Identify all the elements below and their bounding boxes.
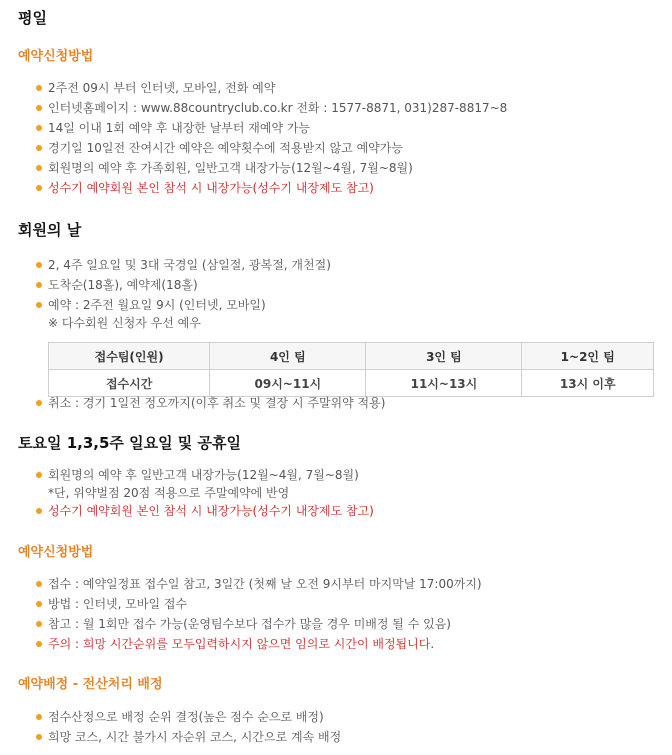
bullet-icon: [36, 601, 42, 607]
bullet-icon: [36, 105, 42, 111]
table-header: 1~2인 팀: [522, 343, 654, 370]
bullet-icon: [36, 641, 42, 647]
table-header-row: [49, 343, 654, 370]
list-item-highlight: 주의 : 희망 시간순위를 모두입력하시지 않으면 임의로 시간이 배정됩니다.: [36, 634, 482, 654]
list-item: 2, 4주 일요일 및 3대 국경일 (삼일절, 광복절, 개천절): [36, 255, 331, 275]
bullet-icon: [36, 621, 42, 627]
reception-table: [48, 342, 654, 397]
weekend-howto-list: [18, 574, 482, 654]
bullet-icon: [36, 472, 42, 478]
list-item: 회원명의 예약 후 일반고객 내장가능(12월~4월, 7월~8월) *단, 위약벌점 20점 적용으로 주말예약에 반영: [36, 465, 374, 501]
list-item: 취소 : 경기 1일전 정오까지(이후 취소 및 결장 시 주말위약 적용): [36, 393, 385, 413]
weekend-howto-title: 예약신청방법: [18, 545, 94, 560]
list-item: 희망 코스, 시간 불가시 자순위 코스, 시간으로 계속 배정: [36, 727, 341, 747]
weekend-note: *단, 위약벌점 20점 적용으로 주말예약에 반영: [48, 486, 290, 500]
weekend-list: [18, 465, 374, 521]
weekend-title: 토요일 1,3,5주 일요일 및 공휴일: [18, 434, 241, 452]
list-item: 회원명의 예약 후 가족회원, 일반고객 내장가능(12월~4월, 7월~8월): [36, 158, 507, 178]
list-item: 점수산정으로 배정 순위 결정(높은 점수 순으로 배정): [36, 707, 341, 727]
list-item: 경기일 10일전 잔여시간 예약은 예약횟수에 적용받지 않고 예약가능: [36, 138, 507, 158]
bullet-icon: [36, 85, 42, 91]
list-item: 참고 : 월 1회만 접수 가능(운영팀수보다 접수가 많을 경우 미배정 될 수 있음): [36, 614, 482, 634]
list-item: 도착순(18홀), 예약제(18홀): [36, 275, 331, 295]
weekday-howto-title: 예약신청방법: [18, 49, 94, 64]
table-cell: 접수시간: [49, 370, 210, 397]
list-item-highlight: 성수기 예약회원 본인 참석 시 내장가능(성수기 내장제도 참고): [36, 501, 374, 521]
table-header: 4인 팀: [210, 343, 366, 370]
member-day-title: 회원의 날: [18, 221, 82, 239]
list-item: 예약 : 2주전 월요일 9시 (인터넷, 모바일) ※ 다수회원 신청자 우선 예우: [36, 295, 331, 331]
bullet-icon: [36, 734, 42, 740]
list-item-highlight: 성수기 예약회원 본인 참석 시 내장가능(성수기 내장제도 참고): [36, 178, 507, 198]
bullet-icon: [36, 165, 42, 171]
bullet-icon: [36, 262, 42, 268]
table-cell: 13시 이후: [522, 370, 654, 397]
table-cell: 11시~13시: [366, 370, 522, 397]
list-item: 14일 이내 1회 예약 후 내장한 날부터 재예약 가능: [36, 118, 507, 138]
bullet-icon: [36, 302, 42, 308]
bullet-icon: [36, 282, 42, 288]
weekday-list: [18, 78, 507, 198]
table-cell: 09시~11시: [210, 370, 366, 397]
list-item: 방법 : 인터넷, 모바일 접수: [36, 594, 482, 614]
bullet-icon: [36, 508, 42, 514]
table-header: 접수팀(인원): [49, 343, 210, 370]
bullet-icon: [36, 185, 42, 191]
bullet-icon: [36, 125, 42, 131]
list-item: 접수 : 예약일정표 접수일 참고, 3일간 (첫째 날 오전 9시부터 마지막날 17:00까지): [36, 574, 482, 594]
list-item: 인터넷홈페이지 : www.88countryclub.co.kr 전화 : 1577-8871, 031)287-8817~8: [36, 98, 507, 118]
weekday-title: 평일: [18, 9, 47, 27]
table-header: 3인 팀: [366, 343, 522, 370]
bullet-icon: [36, 400, 42, 406]
bullet-icon: [36, 145, 42, 151]
cancel-list: [18, 393, 385, 413]
list-item: 2주전 09시 부터 인터넷, 모바일, 전화 예약: [36, 78, 507, 98]
bullet-icon: [36, 581, 42, 587]
member-day-list: [18, 255, 331, 331]
allocation-title: 예약배정 - 전산처리 배정: [18, 677, 163, 692]
bullet-icon: [36, 714, 42, 720]
reservation-note: ※ 다수회원 신청자 우선 예우: [48, 316, 201, 330]
allocation-list: [18, 707, 341, 747]
